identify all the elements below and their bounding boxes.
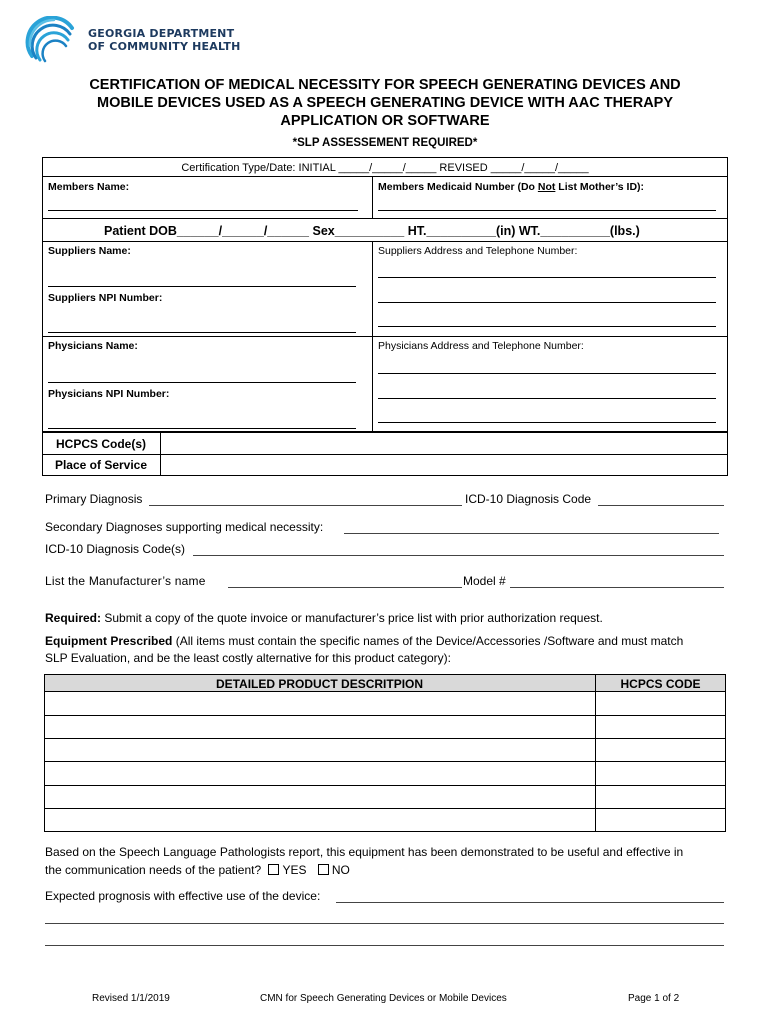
no-checkbox[interactable] (318, 864, 329, 875)
medicaid-label-end: List Mother’s ID): (555, 181, 645, 193)
footer-page-number: Page 1 of 2 (628, 993, 680, 1004)
place-of-service-label: Place of Service (54, 458, 148, 472)
footer-title: CMN for Speech Generating Devices or Mobile Devices (260, 993, 507, 1004)
product-row-6-description[interactable] (45, 809, 594, 831)
prognosis-label: Expected prognosis with effective use of the device: (45, 889, 321, 903)
slp-question-line-1: Based on the Speech Language Pathologists report, this equipment has been demonstrated to be useful and effective in (45, 845, 684, 859)
manufacturer-label: List the Manufacturer’s name (45, 574, 206, 588)
hcpcs-codes-label: HCPCS Code(s) (55, 437, 146, 451)
members-medicaid-field[interactable] (378, 210, 716, 211)
page-title (40, 76, 730, 130)
product-row-4-hcpcs[interactable] (596, 762, 725, 784)
icd10-codes-label: ICD-10 Diagnosis Code(s) (45, 542, 186, 556)
suppliers-address-line-3[interactable] (378, 326, 716, 327)
product-row-6-hcpcs[interactable] (596, 809, 725, 831)
suppliers-name-label: Suppliers Name: (48, 245, 131, 257)
physicians-address-label: Physicians Address and Telephone Number: (378, 340, 584, 352)
product-row-3-hcpcs[interactable] (596, 739, 725, 760)
yes-checkbox[interactable] (268, 864, 279, 875)
suppliers-address-line-2[interactable] (378, 302, 716, 303)
prognosis-field-2[interactable] (45, 923, 724, 924)
col-description-header: DETAILED PRODUCT DESCRITPION (215, 677, 424, 691)
title-line-2: MOBILE DEVICES USED AS A SPEECH GENERATING DEVICE WITH AAC THERAPY (96, 95, 674, 111)
medicaid-not-text: Not (537, 181, 556, 193)
place-of-service-field[interactable] (161, 455, 727, 475)
equipment-prescribed-note (45, 633, 735, 667)
required-label: Required: (45, 611, 102, 625)
icd10-code-label: ICD-10 Diagnosis Code (465, 492, 592, 506)
org-line-2: OF COMMUNITY HEALTH (88, 40, 241, 53)
patient-demographics[interactable]: Patient DOB______/______/______ Sex__________ HT.__________(in) WT.__________(lbs.) (104, 224, 640, 238)
product-row-4-description[interactable] (45, 762, 594, 784)
footer-revised: Revised 1/1/2019 (92, 993, 170, 1004)
secondary-diagnoses-field[interactable] (344, 533, 719, 534)
required-text: Submit a copy of the quote invoice or manufacturer’s price list with prior authorization request. (101, 611, 603, 625)
slp-question-line-2: the communication needs of the patient? (45, 863, 262, 877)
title-line-3: APPLICATION OR SOFTWARE (280, 113, 490, 129)
secondary-diagnoses-label: Secondary Diagnoses supporting medical necessity: (45, 520, 324, 534)
physicians-address-line-2[interactable] (378, 398, 716, 399)
physicians-name-field[interactable] (48, 382, 356, 383)
suppliers-name-field[interactable] (48, 286, 356, 287)
model-field[interactable] (510, 587, 724, 588)
product-row-1-hcpcs[interactable] (596, 692, 725, 714)
slp-required-note: *SLP ASSESSEMENT REQUIRED* (292, 137, 478, 149)
product-row-5-hcpcs[interactable] (596, 786, 725, 807)
suppliers-npi-field[interactable] (48, 332, 356, 333)
col-hcpcs-header: HCPCS CODE (620, 677, 701, 691)
certification-type-date[interactable]: Certification Type/Date: INITIAL _____/_____/_____ REVISED _____/_____/_____ (181, 162, 589, 174)
manufacturer-field[interactable] (228, 587, 462, 588)
gdch-logo-icon (24, 16, 80, 66)
slp-report-question (45, 843, 745, 879)
equipment-prescribed-text-2: SLP Evaluation, and be the least costly alternative for this product category): (45, 651, 452, 665)
physicians-npi-field[interactable] (48, 428, 356, 429)
title-line-1: CERTIFICATION OF MEDICAL NECESSITY FOR SPEECH GENERATING DEVICES AND (89, 77, 681, 93)
prognosis-field-1[interactable] (336, 902, 724, 903)
equipment-prescribed-label: Equipment Prescribed (45, 634, 173, 648)
yes-label: YES (282, 863, 307, 877)
product-row-2-hcpcs[interactable] (596, 716, 725, 737)
product-row-5-description[interactable] (45, 786, 594, 807)
icd10-code-field[interactable] (598, 505, 724, 506)
members-medicaid-label (378, 181, 644, 193)
primary-diagnosis-field[interactable] (149, 505, 462, 506)
no-label: NO (331, 863, 350, 877)
product-row-2-description[interactable] (45, 716, 594, 737)
prognosis-field-3[interactable] (45, 945, 724, 946)
primary-diagnosis-label: Primary Diagnosis (45, 492, 143, 506)
physicians-address-line-3[interactable] (378, 422, 716, 423)
equipment-prescribed-text-1: (All items must contain the specific names of the Device/Accessories /Software and must match (172, 634, 684, 648)
suppliers-address-line-1[interactable] (378, 277, 716, 278)
required-note (45, 611, 603, 625)
suppliers-npi-label: Suppliers NPI Number: (48, 292, 163, 304)
product-row-1-description[interactable] (45, 692, 594, 714)
model-label: Model # (463, 574, 506, 588)
suppliers-address-label: Suppliers Address and Telephone Number: (378, 245, 578, 257)
members-name-label: Members Name: (48, 181, 130, 193)
product-row-3-description[interactable] (45, 739, 594, 760)
members-name-field[interactable] (48, 210, 358, 211)
organization-name (88, 27, 240, 53)
icd10-codes-field[interactable] (193, 555, 724, 556)
hcpcs-codes-field[interactable] (161, 433, 727, 454)
physicians-name-label: Physicians Name: (48, 340, 138, 352)
physicians-address-line-1[interactable] (378, 373, 716, 374)
medicaid-label-text: Members Medicaid Number (Do (378, 181, 538, 193)
org-line-1: GEORGIA DEPARTMENT (88, 27, 235, 40)
physicians-npi-label: Physicians NPI Number: (48, 388, 170, 400)
